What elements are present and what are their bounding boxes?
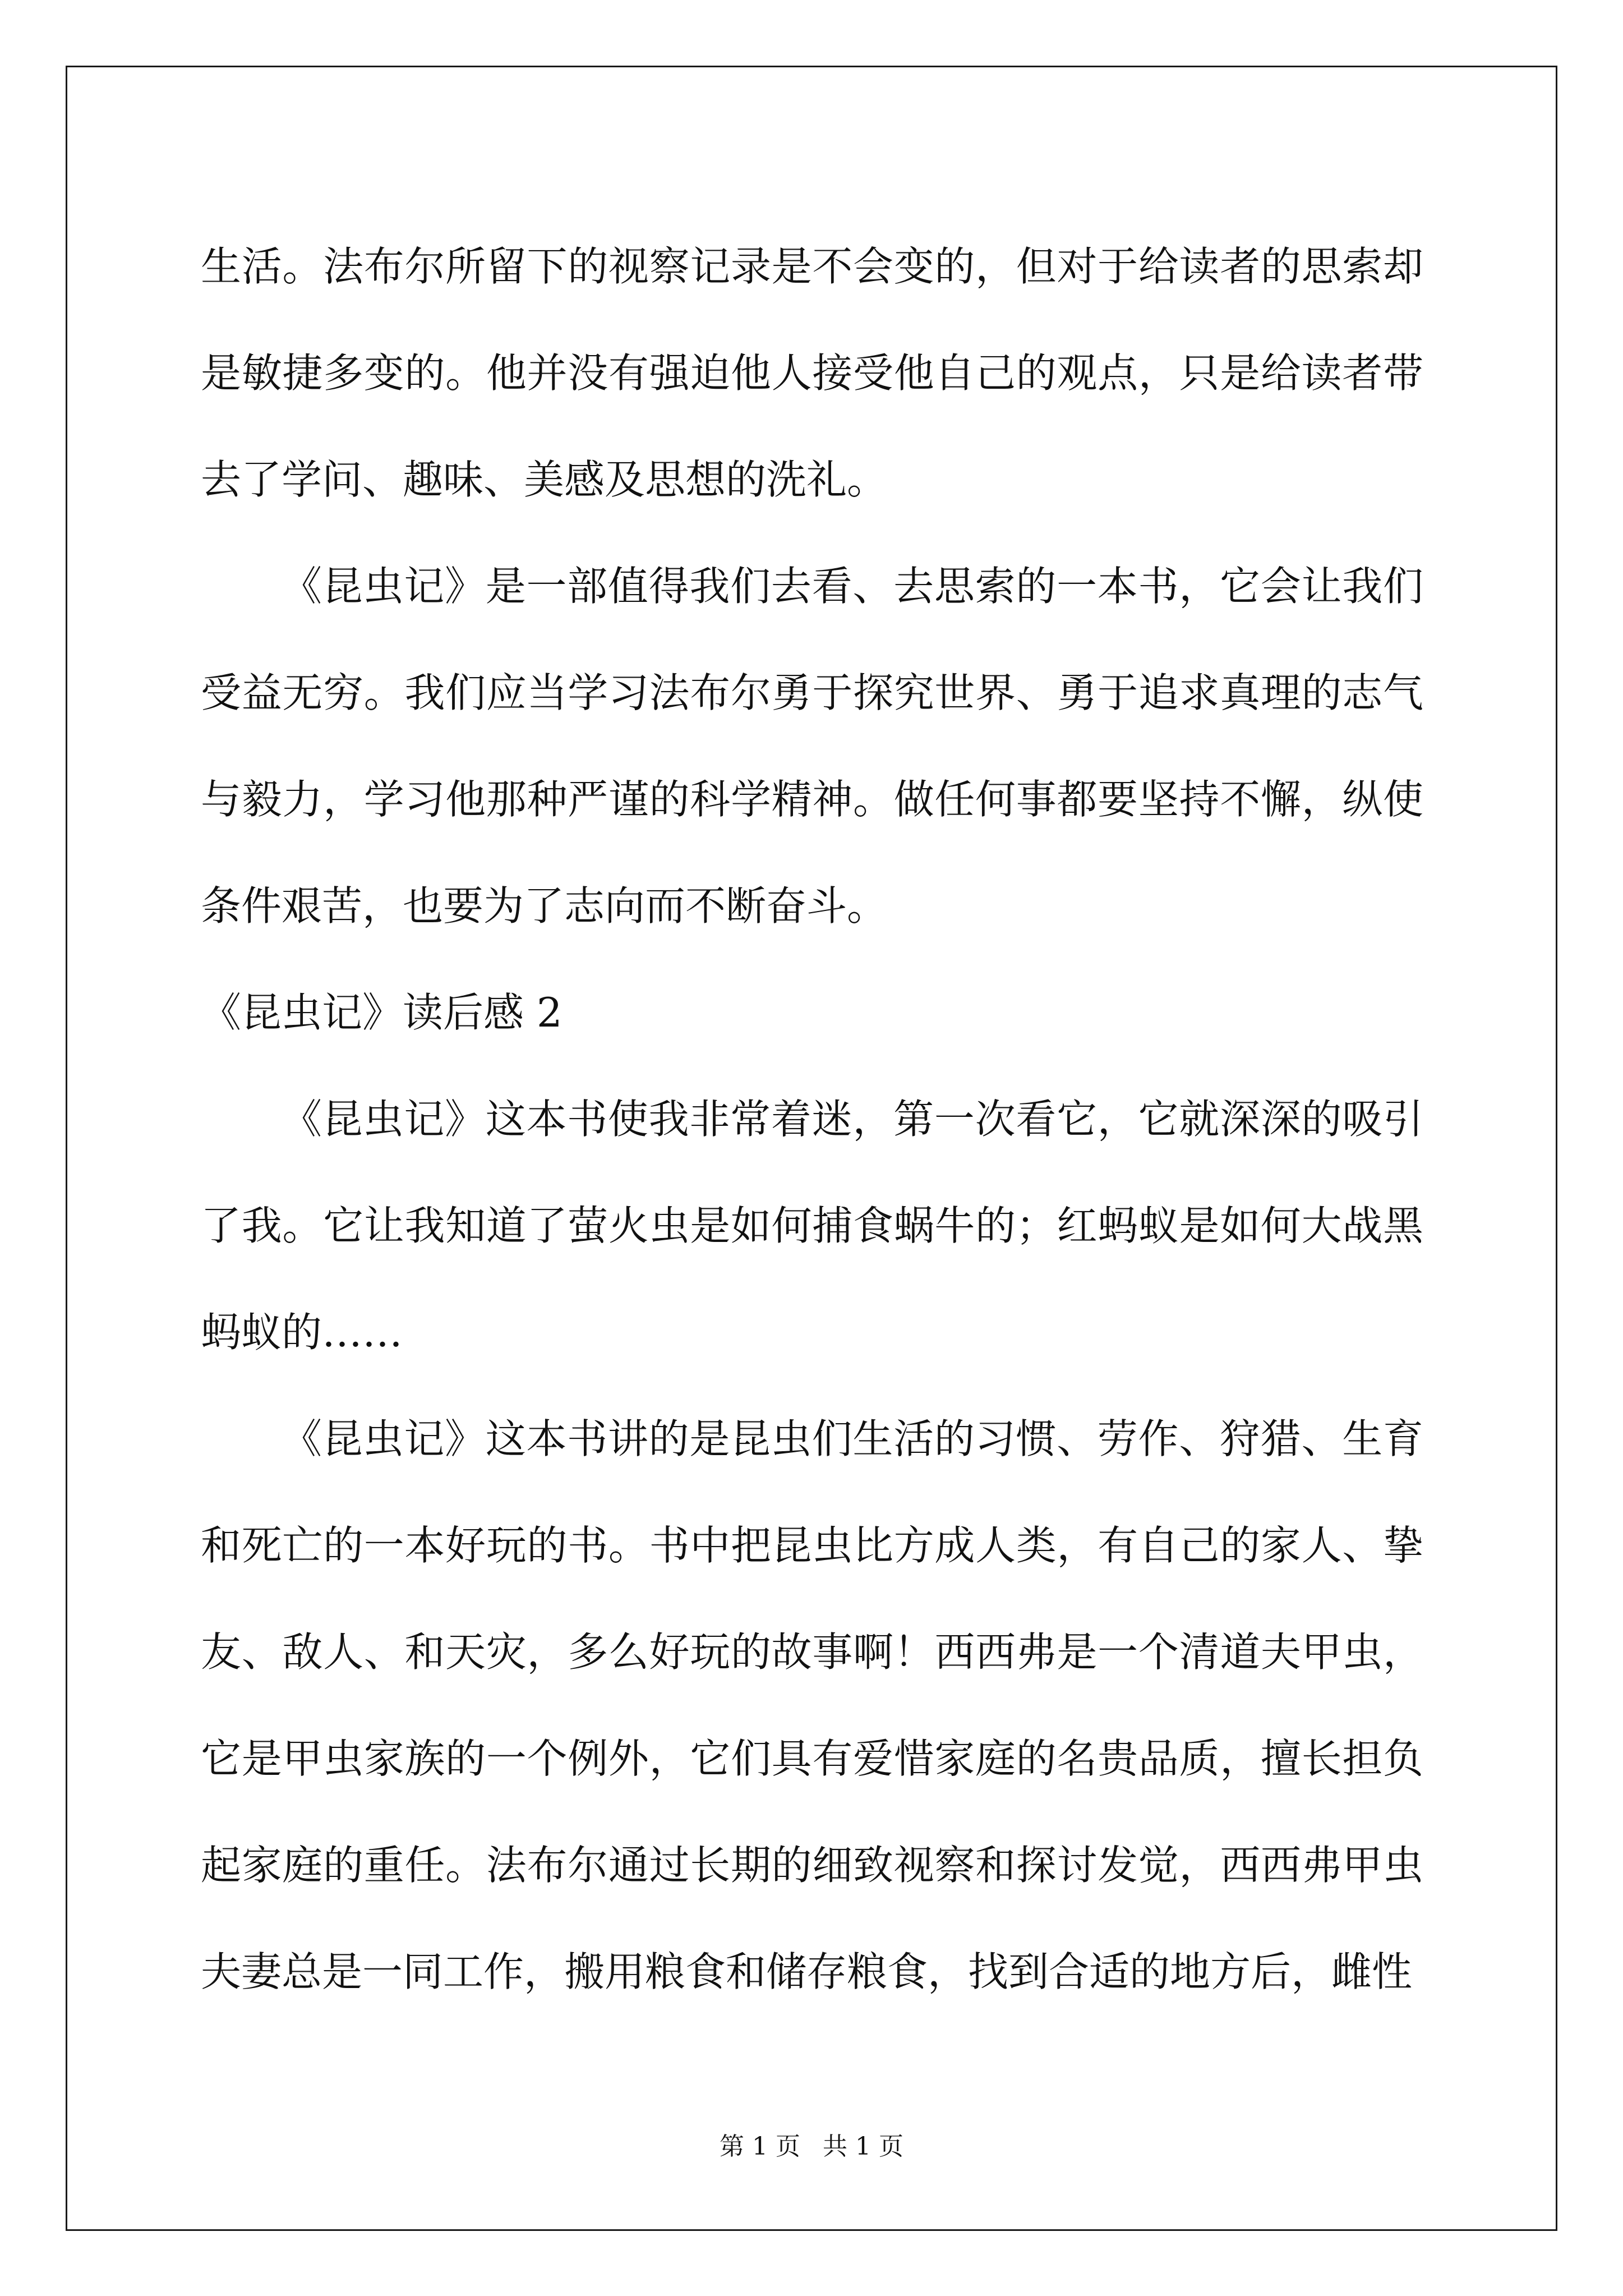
page-number: 第 1 页 — [720, 2132, 800, 2161]
document-body — [201, 213, 1423, 2025]
page-footer — [0, 2126, 1623, 2162]
paragraph: 《昆虫记》这本书讲的是昆虫们生活的习惯、劳作、狩猎、生育和死亡的一本好玩的书。书中把昆虫比方成人类，有自己的家人、挚友、敌人、和天灾，多么好玩的故事啊！西西弗是一个清道夫甲虫，它是甲虫家族的一个例外，它们具有爱惜家庭的名贵品质，擅长担负起家庭的重任。法布尔通过长期的细致视察和探讨发觉，西西弗甲虫夫妻总是一同工作，搬用粮食和储存粮食，找到合适的地方后，雌性 — [201, 1415, 1423, 1995]
paragraph: 《昆虫记》是一部值得我们去看、去思索的一本书，它会让我们受益无穷。我们应当学习法布尔勇于探究世界、勇于追求真理的志气与毅力，学习他那种严谨的科学精神。做任何事都要坚持不懈，纵使条件艰苦，也要为了志向而不断奋斗。 — [201, 563, 1423, 930]
paragraph: 《昆虫记》这本书使我非常着迷，第一次看它，它就深深的吸引了我。它让我知道了萤火虫是如何捕食蜗牛的；红蚂蚁是如何大战黑蚂蚁的…… — [201, 1096, 1423, 1356]
page-total: 共 1 页 — [823, 2132, 903, 2161]
paragraph: 生活。法布尔所留下的视察记录是不会变的，但对于给读者的思索却是敏捷多变的。他并没有强迫他人接受他自己的观点，只是给读者带去了学问、趣味、美感及思想的洗礼。 — [201, 243, 1423, 503]
section-heading: 《昆虫记》读后感 2 — [201, 989, 562, 1036]
